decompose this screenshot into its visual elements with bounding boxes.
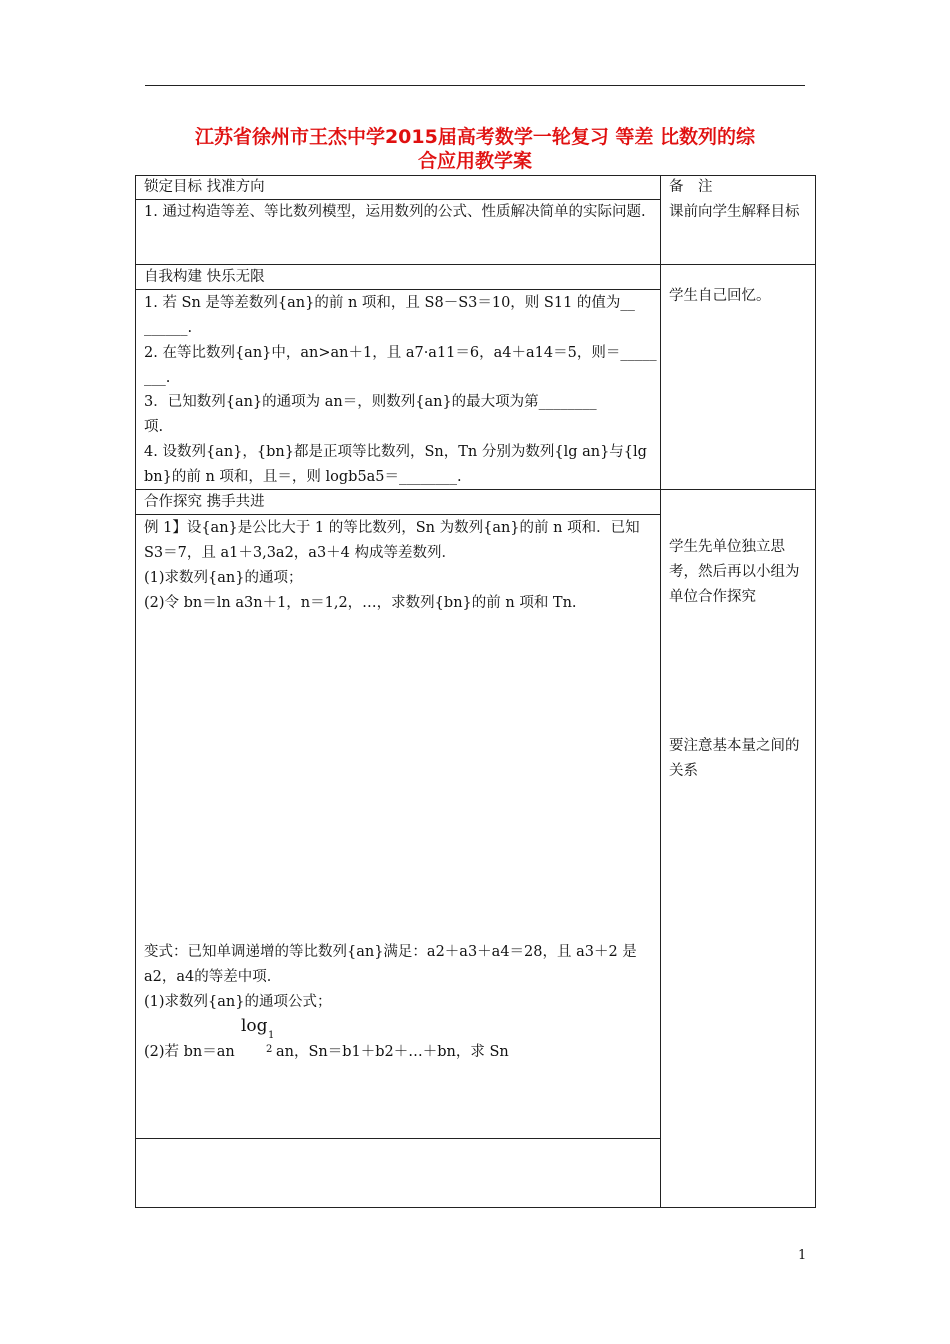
example-1-line-1: 例 1】设{an}是公比大于 1 的等比数列，Sn 为数列{an}的前 n 项和．已知 bbox=[144, 520, 640, 536]
log-base-numerator: 1 bbox=[268, 1030, 275, 1041]
question-1-line-2: ______. bbox=[144, 320, 193, 336]
document-title bbox=[135, 125, 815, 173]
title-line-1: 江苏省徐州市王杰中学2015届高考数学一轮复习 等差 比数列的综 bbox=[194, 126, 756, 148]
log-symbol: log bbox=[241, 1016, 268, 1036]
header-rule bbox=[145, 85, 805, 86]
header-goal-cell: 锁定目标 找准方向 bbox=[144, 179, 265, 195]
variant-line-1: 变式：已知单调递增的等比数列{an}满足：a2＋a3＋a4＝28，且 a3＋2 是 bbox=[144, 944, 637, 960]
question-4-line-2: bn}的前 n 项和，且＝，则 logb5a5＝________. bbox=[144, 469, 462, 485]
table-column-divider bbox=[660, 175, 661, 1208]
table-border-right bbox=[815, 175, 816, 1208]
table-border-bottom bbox=[135, 1207, 816, 1208]
section-cooperative-title: 合作探究 携手共进 bbox=[144, 494, 265, 510]
variant-line-2: a2，a4的等差中项． bbox=[144, 969, 282, 985]
variant-line-3: (1)求数列{an}的通项公式； bbox=[144, 994, 332, 1010]
goal-note: 课前向学生解释目标 bbox=[669, 204, 800, 220]
header-note-cell: 备 注 bbox=[669, 179, 713, 195]
example-1-line-2: S3＝7，且 a1＋3,3a2，a3＋4 构成等差数列． bbox=[144, 545, 456, 561]
page-number: 1 bbox=[798, 1248, 807, 1263]
question-2-line-1: 2. 在等比数列{an}中，an>an＋1，且 a7·a11＝6，a4＋a14＝5，则＝_____ bbox=[144, 345, 657, 361]
cooperative-note-2: 要注意基本量之间的关系 bbox=[669, 738, 800, 779]
example-1-line-4: (2)令 bn＝ln a3n＋1，n＝1,2，…，求数列{bn}的前 n 项和 Tn. bbox=[144, 595, 577, 611]
question-3-line-1: 3．已知数列{an}的通项为 an＝，则数列{an}的最大项为第________ bbox=[144, 394, 597, 410]
goal-text: 1. 通过构造等差、等比数列模型，运用数列的公式、性质解决简单的实际问题. bbox=[144, 204, 646, 220]
example-1-line-3: (1)求数列{an}的通项； bbox=[144, 570, 303, 586]
question-3-line-2: 项. bbox=[144, 419, 164, 435]
question-1-line-1: 1. 若 Sn 是等差数列{an}的前 n 项和，且 S8－S3＝10，则 S11 的值为__ bbox=[144, 295, 635, 311]
log-base-denominator: 2 bbox=[266, 1044, 273, 1055]
section-self-construct-note: 学生自己回忆。 bbox=[669, 288, 771, 304]
title-line-2: 合应用教学案 bbox=[417, 150, 532, 172]
question-2-line-2: ___. bbox=[144, 370, 171, 386]
variant-line-4-start: (2)若 bn＝an bbox=[144, 1044, 235, 1060]
cooperative-note-1: 学生先单位独立思考，然后再以小组为单位合作探究 bbox=[669, 539, 800, 605]
variant-line-4-end: an，Sn＝b1＋b2＋…＋bn，求 Sn bbox=[276, 1044, 509, 1060]
section-self-construct-title: 自我构建 快乐无限 bbox=[144, 269, 265, 285]
question-4-line-1: 4. 设数列{an}，{bn}都是正项等比数列，Sn，Tn 分别为数列{lg an}与{lg bbox=[144, 444, 647, 460]
row-divider-6 bbox=[135, 1138, 661, 1139]
